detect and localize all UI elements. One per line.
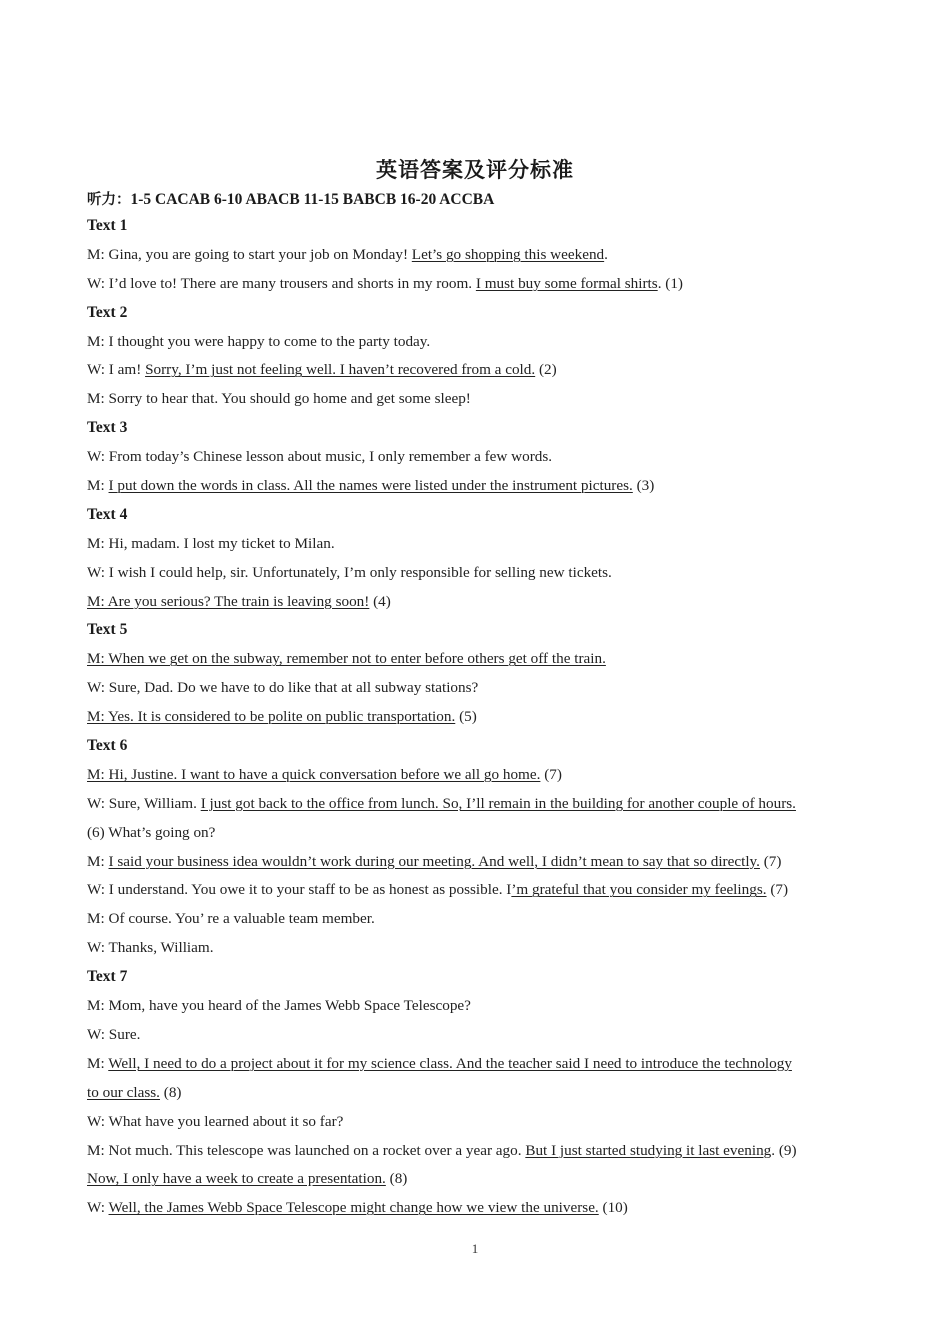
dialogue-line [87, 761, 867, 790]
underlined-answer-text: Now, I only have a week to create a presentation. [87, 1170, 386, 1188]
dialogue-text: . (1) [657, 274, 683, 292]
dialogue-line [87, 934, 867, 963]
dialogue-text: M: Mom, have you heard of the James Webb Space Telescope? [87, 997, 471, 1015]
text-heading: Text 6 [87, 737, 128, 755]
text-heading: Text 7 [87, 968, 128, 986]
dialogue-text: W: Sure. [87, 1025, 141, 1043]
dialogue-text: M: Gina, you are going to start your job on Monday! [87, 245, 412, 263]
dialogue-line [87, 559, 867, 588]
dialogue-line [87, 270, 867, 299]
dialogue-line [87, 588, 867, 617]
underlined-answer-text: ’m grateful that you consider my feelings. [511, 881, 767, 899]
dialogue-text: M: [87, 852, 109, 870]
underlined-answer-text: I put down the words in class. All the names were listed under the instrument pictures. [108, 477, 633, 495]
dialogue-text: M: I thought you were happy to come to the party today. [87, 332, 431, 350]
dialogue-text: W: I understand. You owe it to your staff to be as honest as possible. I [87, 881, 512, 899]
text-heading: Text 5 [87, 621, 128, 639]
dialogue-line [87, 443, 867, 472]
transcript-content [87, 212, 867, 1223]
underlined-answer-text: I said your business idea wouldn’t work during our meeting. And well, I didn’t mean to say that so directly. [108, 852, 760, 870]
page-title: 英语答案及评分标准 [376, 158, 574, 182]
listening-answer-key: 1-5 CACAB 6-10 ABACB 11-15 BABCB 16-20 ACCBA [130, 191, 495, 208]
dialogue-text: W: I’d love to! There are many trousers and shorts in my room. [87, 274, 476, 292]
dialogue-line [87, 1108, 867, 1137]
underlined-answer-text: I just got back to the office from lunch. So, I’ll remain in the building for another couple of hours. [200, 794, 796, 812]
dialogue-text: . [604, 245, 608, 263]
dialogue-line [87, 876, 867, 905]
dialogue-line [87, 819, 867, 848]
dialogue-text: (6) What’s going on? [87, 823, 216, 841]
dialogue-line [87, 356, 867, 385]
text-heading: Text 4 [87, 505, 128, 523]
underlined-answer-text: Sorry, I’m just not feeling well. I haven’t recovered from a cold. [145, 361, 536, 379]
dialogue-line [87, 790, 867, 819]
dialogue-text: W: I wish I could help, sir. Unfortunately, I’m only responsible for selling new tickets. [87, 563, 612, 581]
dialogue-text: (7) [766, 881, 789, 899]
underlined-answer-text: M: When we get on the subway, remember not to enter before others get off the train. [87, 650, 606, 668]
dialogue-text: W: What have you learned about it so far? [87, 1112, 344, 1130]
dialogue-text: M: Hi, madam. I lost my ticket to Milan. [87, 534, 335, 552]
dialogue-text: W: I am! [87, 361, 146, 379]
page-number: 1 [471, 1241, 479, 1256]
underlined-answer-text: M: Hi, Justine. I want to have a quick conversation before we all go home. [87, 765, 541, 783]
dialogue-text: M: Of course. You’ re a valuable team member. [87, 910, 375, 928]
dialogue-text: (3) [632, 477, 655, 495]
dialogue-text: (8) [159, 1083, 182, 1101]
dialogue-text: . (9) [771, 1141, 797, 1159]
dialogue-line [87, 992, 867, 1021]
underlined-answer-text: to our class. [87, 1083, 160, 1101]
text-heading: Text 1 [87, 217, 128, 234]
underlined-answer-text: M: Are you serious? The train is leaving soon! [87, 592, 370, 610]
dialogue-line [87, 703, 867, 732]
dialogue-text: (7) [759, 852, 782, 870]
dialogue-line [87, 1021, 867, 1050]
underlined-answer-text: M: Yes. It is considered to be polite on public transportation. [87, 708, 456, 726]
dialogue-line [87, 905, 867, 934]
dialogue-line [87, 645, 867, 674]
underlined-answer-text: Let’s go shopping this weekend [411, 245, 605, 263]
dialogue-text: M: Not much. This telescope was launched on a rocket over a year ago. [87, 1141, 526, 1159]
underlined-answer-text: But I just started studying it last evening [525, 1141, 772, 1159]
dialogue-text: (8) [385, 1170, 408, 1188]
underlined-answer-text: Well, the James Webb Space Telescope might change how we view the universe. [108, 1199, 599, 1217]
listening-label: 听力： [87, 192, 131, 208]
dialogue-text: M: [87, 1054, 109, 1072]
dialogue-text: (10) [598, 1199, 628, 1217]
dialogue-text: M: Sorry to hear that. You should go home and get some sleep! [87, 390, 471, 408]
dialogue-text: W: Sure, William. [87, 794, 201, 812]
dialogue-line [87, 1050, 867, 1079]
underlined-answer-text: I must buy some formal shirts [475, 274, 658, 292]
dialogue-line [87, 848, 867, 877]
dialogue-text: (2) [535, 361, 557, 379]
text-heading: Text 2 [87, 303, 128, 321]
dialogue-line [87, 530, 867, 559]
dialogue-text: (7) [540, 765, 562, 783]
dialogue-line [87, 1137, 867, 1166]
dialogue-line [87, 1194, 867, 1223]
dialogue-text: W: Thanks, William. [87, 939, 214, 957]
dialogue-line [87, 472, 867, 501]
dialogue-text: W: From today’s Chinese lesson about music, I only remember a few words. [87, 448, 553, 466]
dialogue-line [87, 674, 867, 703]
dialogue-line [87, 1165, 867, 1194]
dialogue-line [87, 241, 867, 270]
dialogue-text: W: Sure, Dad. Do we have to do like that at all subway stations? [87, 679, 479, 697]
underlined-answer-text: Well, I need to do a project about it for my science class. And the teacher said I need to introduce the technology [108, 1054, 792, 1072]
dialogue-text: M: [87, 477, 109, 495]
dialogue-line [87, 1079, 867, 1108]
dialogue-text: W: [87, 1199, 109, 1217]
dialogue-text: (4) [369, 592, 391, 610]
listening-answers [87, 188, 494, 209]
dialogue-line [87, 385, 867, 414]
text-heading: Text 3 [87, 419, 128, 437]
dialogue-text: (5) [455, 708, 477, 726]
dialogue-line [87, 328, 867, 357]
